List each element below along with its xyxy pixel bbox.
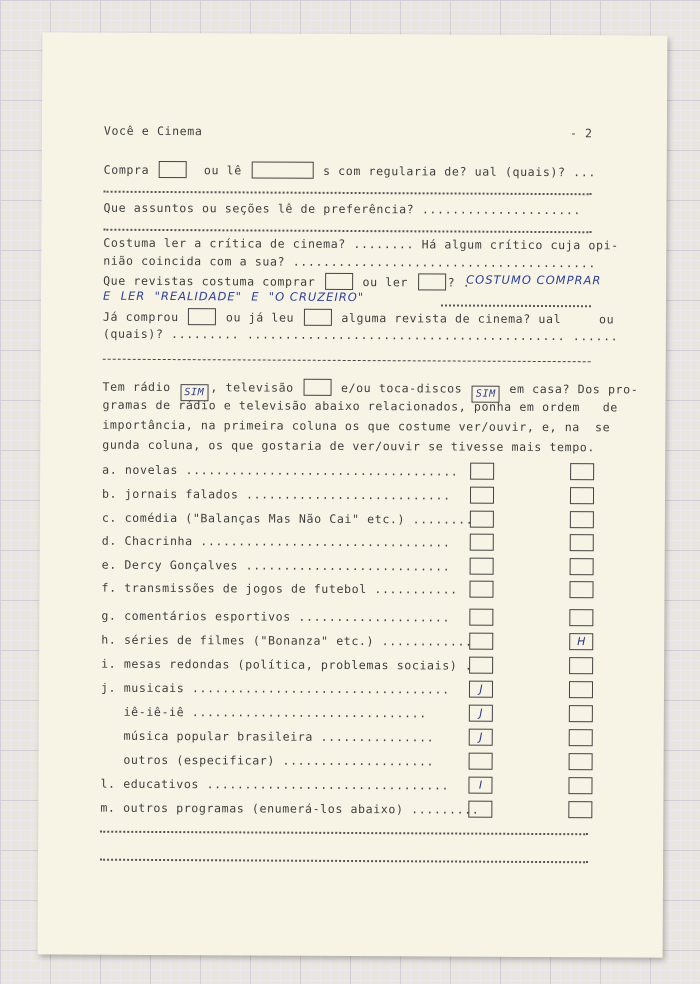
answer-dotted-line [100, 831, 588, 836]
answer-dotted-line [103, 229, 591, 234]
importance-box-col2[interactable] [570, 558, 594, 575]
question-critic: Costuma ler a crítica de cinema? ........ Há algum crítico cuja opi- [103, 235, 619, 253]
program-label: outros (especificar) .................... [100, 752, 435, 769]
importance-box-col2[interactable] [569, 609, 593, 626]
question-which: (quais)? ......... .......................................... ...... [102, 326, 619, 344]
question-text: ou lê [196, 163, 242, 178]
program-label: b. jornais falados ........................... [101, 486, 451, 503]
answer-box-read-cinema[interactable] [304, 309, 332, 326]
importance-box-col1[interactable] [469, 609, 493, 626]
question-text: e/ou toca-discos [340, 380, 463, 396]
question-text: alguma revista de cinema? ual ou [341, 310, 615, 327]
program-label: d. Chacrinha ................................. [101, 533, 451, 550]
importance-box-col2[interactable] [570, 511, 594, 528]
importance-box-col2[interactable] [569, 657, 593, 674]
importance-box-col1[interactable] [470, 487, 494, 504]
importance-box-col1[interactable]: J [469, 729, 493, 746]
program-label: f. transmissões de jogos de futebol ........... [101, 580, 458, 597]
question-text: ou ler [362, 275, 409, 290]
program-label: g. comentários esportivos .................... [101, 608, 451, 625]
importance-box-col2[interactable]: H [569, 633, 593, 650]
importance-box-col1[interactable]: J [469, 681, 493, 698]
question-bought-cinema-magazine [103, 308, 614, 328]
question-radio-tv-line2: gramas de rádio e televisão abaixo relacionados, ponha em ordem de [102, 397, 618, 415]
importance-box-col2[interactable] [570, 534, 594, 551]
program-label: h. séries de filmes ("Bonanza" etc.) ............ [101, 632, 473, 649]
question-magazines [103, 272, 470, 291]
importance-box-col2[interactable] [568, 777, 592, 794]
question-subjects: Que assuntos ou seções lê de preferência? ..................... [103, 200, 582, 218]
program-label: iê-iê-iê ............................... [100, 704, 427, 721]
importance-box-col1[interactable] [470, 511, 494, 528]
importance-box-col2[interactable] [569, 729, 593, 746]
question-radio-tv-line4: gunda coluna, os que gostaria de ver/ouvir se tivesse mais tempo. [102, 437, 595, 455]
program-label: l. educativos ................................ [100, 776, 450, 793]
answer-box-buy[interactable] [159, 161, 187, 178]
program-label: música popular brasileira ............... [100, 728, 435, 745]
importance-box-col2[interactable] [569, 681, 593, 698]
question-critic-cont: nião coincida com a sua? ........................................ [103, 253, 596, 271]
importance-box-col1[interactable] [469, 633, 493, 650]
answer-box-magazine-read[interactable] [418, 273, 446, 290]
section-divider [103, 359, 591, 363]
importance-box-col1[interactable]: J [469, 705, 493, 722]
handwritten-answer-line1: COSTUMO COMPRAR [466, 272, 602, 288]
questionnaire-page [38, 32, 668, 957]
question-text: Tem rádio [102, 379, 171, 395]
answer-box-record-player[interactable]: SIM [472, 386, 500, 403]
importance-box-col2[interactable] [570, 487, 594, 504]
program-label: i. mesas redondas (política, problemas sociais) . [101, 656, 473, 673]
importance-box-col2[interactable] [569, 705, 593, 722]
handwritten-answer-line2: E LER "REALIDADE" E "O CRUZEIRO" [103, 288, 365, 305]
question-text: , televisão [210, 380, 294, 395]
question-radio-tv-line3: importância, na primeira coluna os que costume ver/ouvir, e, na se [102, 417, 611, 435]
importance-box-col1[interactable] [469, 753, 493, 770]
importance-box-col1[interactable] [469, 657, 493, 674]
importance-box-col1[interactable]: I [468, 777, 492, 794]
page-number: - 2 [569, 126, 593, 141]
question-buy-read [104, 161, 596, 181]
importance-box-col1[interactable] [470, 558, 494, 575]
importance-box-col2[interactable] [568, 801, 592, 818]
program-label: e. Dercy Gonçalves ........................... [101, 557, 451, 574]
importance-box-col2[interactable] [569, 581, 593, 598]
answer-box-tv[interactable] [303, 379, 331, 396]
answer-dotted-line [100, 859, 588, 864]
question-text: em casa? Dos pro- [509, 381, 639, 397]
program-label: m. outros programas (enumerá-los abaixo) ......... [100, 800, 480, 817]
question-text: ou já leu [225, 310, 295, 325]
answer-dotted-line [104, 191, 592, 196]
importance-box-col1[interactable] [470, 534, 494, 551]
answer-box-magazine-buy[interactable] [325, 273, 353, 290]
program-label: j. musicais .................................. [100, 680, 450, 697]
answer-box-read[interactable] [251, 161, 313, 178]
program-label: a. novelas .................................... [102, 462, 459, 479]
importance-box-col2[interactable] [569, 753, 593, 770]
answer-box-bought[interactable] [188, 308, 216, 325]
importance-box-col1[interactable] [470, 463, 494, 480]
importance-box-col2[interactable] [570, 463, 594, 480]
question-text: s com regularia de? ual (quais)? ... [323, 163, 596, 180]
question-text: Já comprou [102, 309, 179, 325]
answer-dotted-line [441, 304, 591, 307]
program-label: c. comédia ("Balanças Mas Não Cai" etc.) ........ [101, 510, 474, 527]
answer-box-radio[interactable]: SIM [180, 384, 208, 401]
importance-box-col1[interactable] [469, 581, 493, 598]
question-text: Que revistas costuma comprar [103, 273, 316, 289]
importance-box-col1[interactable] [468, 801, 492, 818]
question-text: ? . [447, 275, 471, 290]
page-title: Você e Cinema [103, 123, 203, 139]
question-text: Compra [103, 162, 150, 177]
